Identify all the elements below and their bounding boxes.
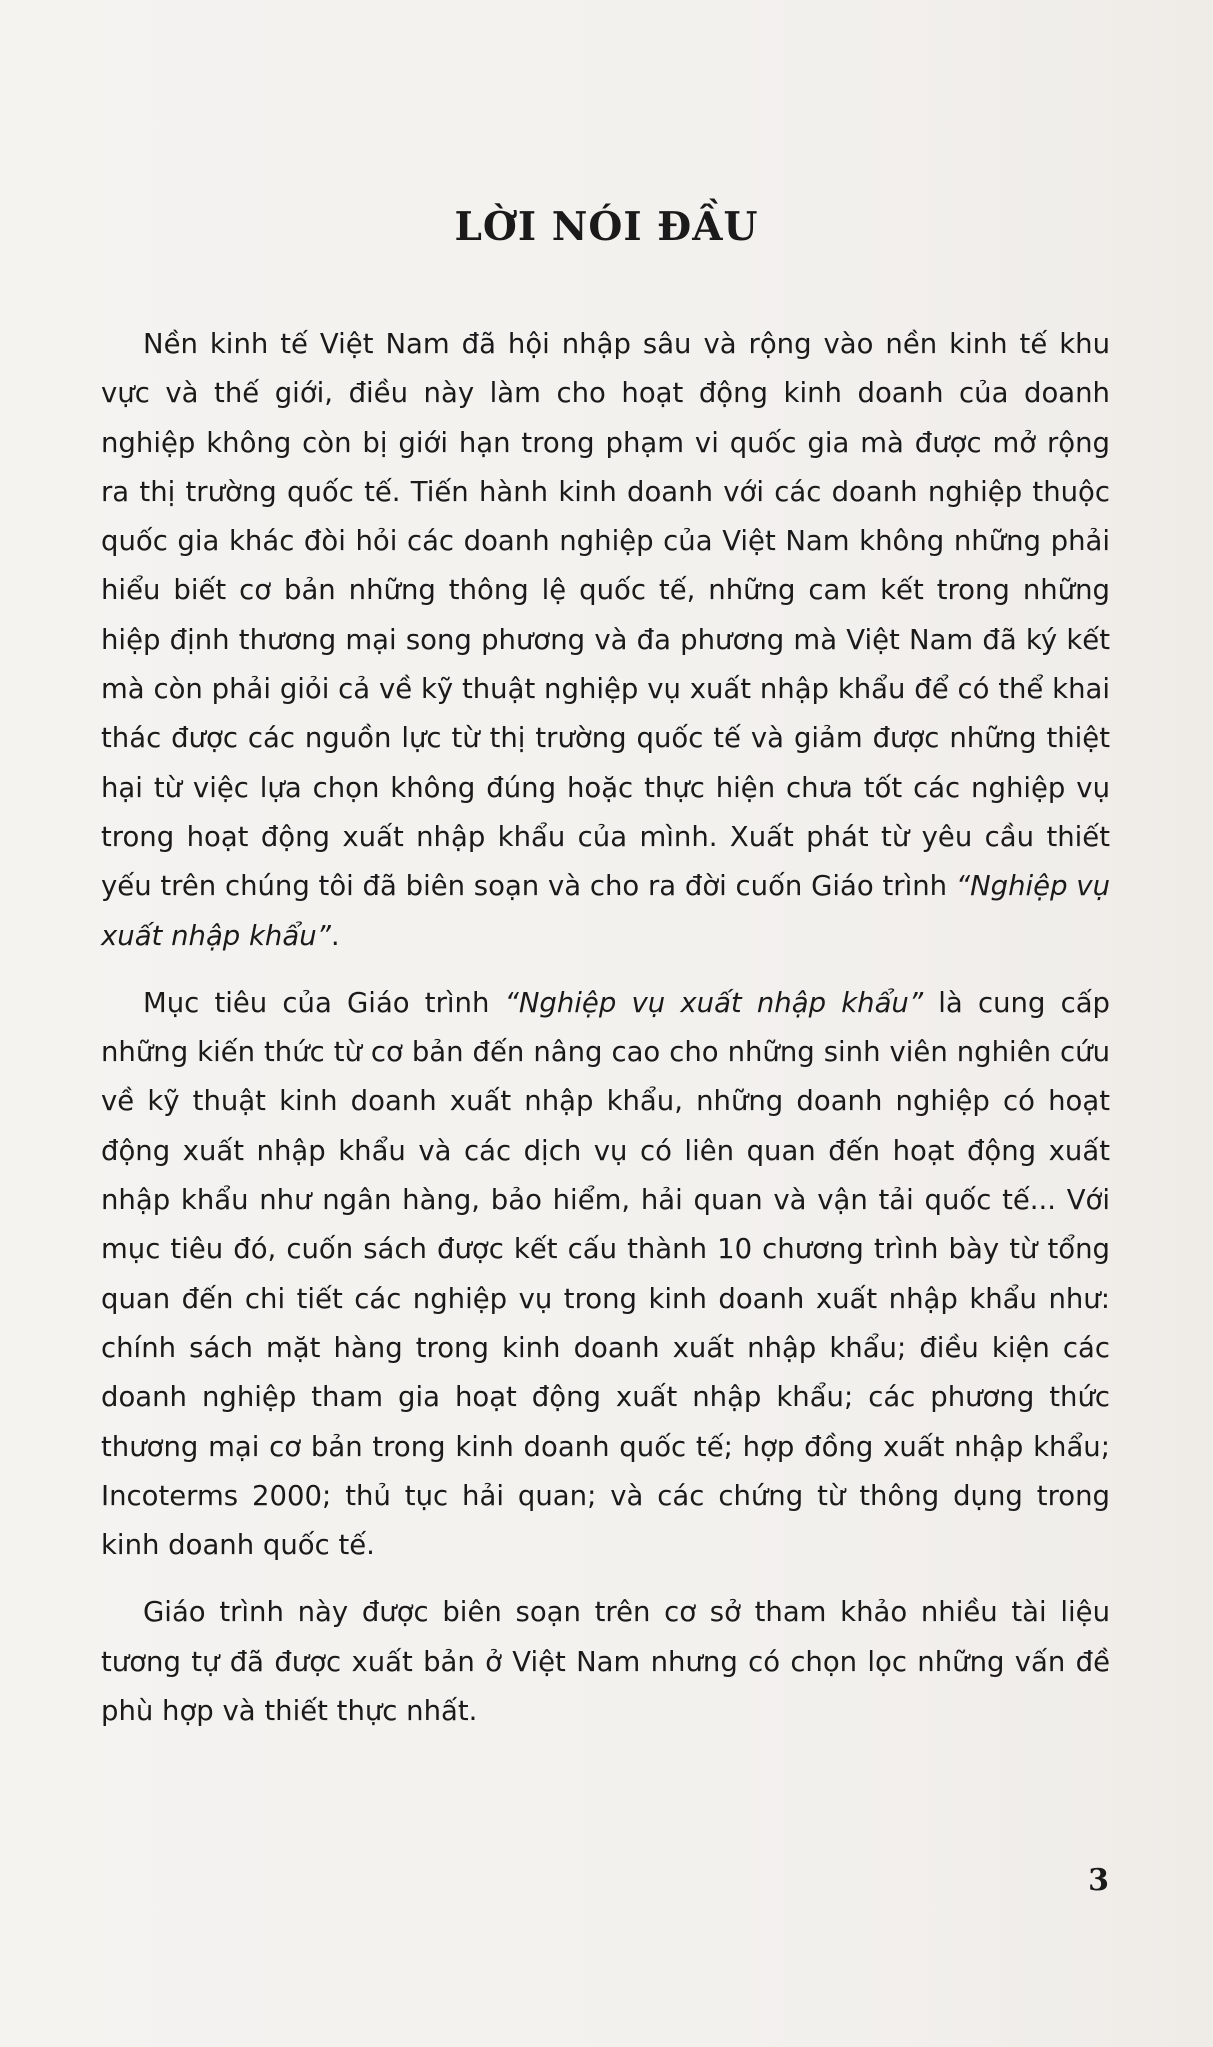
paragraph-1 [101, 320, 1110, 961]
paragraph-1-end: . [330, 919, 340, 952]
paragraph-2-text: Mục tiêu của Giáo trình [143, 986, 505, 1019]
paragraph-2-italic-title: “Nghiệp vụ xuất nhập khẩu” [504, 986, 924, 1019]
paragraph-2-rest: là cung cấp những kiến thức từ cơ bản đến nâng cao cho những sinh viên nghiên cứu về kỹ thuật kinh doanh xuất nhập khẩu, những doanh nghiệp có hoạt động xuất nhập khẩu và các dịch vụ có liên quan đến hoạt động xuất nhập khẩu như ngân hàng, bảo hiểm, hải quan và vận tải quốc tế... Với mục tiêu đó, cuốn sách được kết cấu thành 10 chương trình bày từ tổng quan đến chi tiết các nghiệp vụ trong kinh doanh xuất nhập khẩu như: chính sách mặt hàng trong kinh doanh xuất nhập khẩu; điều kiện các doanh nghiệp tham gia hoạt động xuất nhập khẩu; các phương thức thương mại cơ bản trong kinh doanh quốc tế; hợp đồng xuất nhập khẩu; Incoterms 2000; thủ tục hải quan; và các chứng từ thông dụng trong kinh doanh quốc tế. [101, 986, 1111, 1562]
page-title: LỜI NÓI ĐẦU [454, 204, 759, 251]
paragraph-3-text: Giáo trình này được biên soạn trên cơ sở tham khảo nhiều tài liệu tương tự đã được xuất bản ở Việt Nam nhưng có chọn lọc những vấn đề phù hợp và thiết thực nhất. [101, 1596, 1110, 1728]
paragraph-1-italic-title: “Nghiệp vụ xuất nhập khẩu” [101, 870, 1110, 952]
paragraph-1-text: Nền kinh tế Việt Nam đã hội nhập sâu và rộng vào nền kinh tế khu vực và thế giới, điều này làm cho hoạt động kinh doanh của doanh nghiệp không còn bị giới hạn trong phạm vi quốc gia mà được mở rộng ra thị trường quốc tế. Tiến hành kinh doanh với các doanh nghiệp thuộc quốc gia khác đòi hỏi các doanh nghiệp của Việt Nam không những phải hiểu biết cơ bản những thông lệ quốc tế, những cam kết trong những hiệp định thương mại song phương và đa phương mà Việt Nam đã ký kết mà còn phải giỏi cả về kỹ thuật nghiệp vụ xuất nhập khẩu để có thể khai thác được các nguồn lực từ thị trường quốc tế và giảm được những thiệt hại từ việc lựa chọn không đúng hoặc thực hiện chưa tốt các nghiệp vụ trong hoạt động xuất nhập khẩu của mình. Xuất phát từ yêu cầu thiết yếu trên chúng tôi đã biên soạn và cho ra đời cuốn Giáo trình [101, 328, 1110, 903]
paragraph-2 [101, 979, 1110, 1571]
page-number: 3 [1088, 1863, 1109, 1898]
preface-body [101, 320, 1110, 1754]
paragraph-3 [101, 1588, 1110, 1736]
